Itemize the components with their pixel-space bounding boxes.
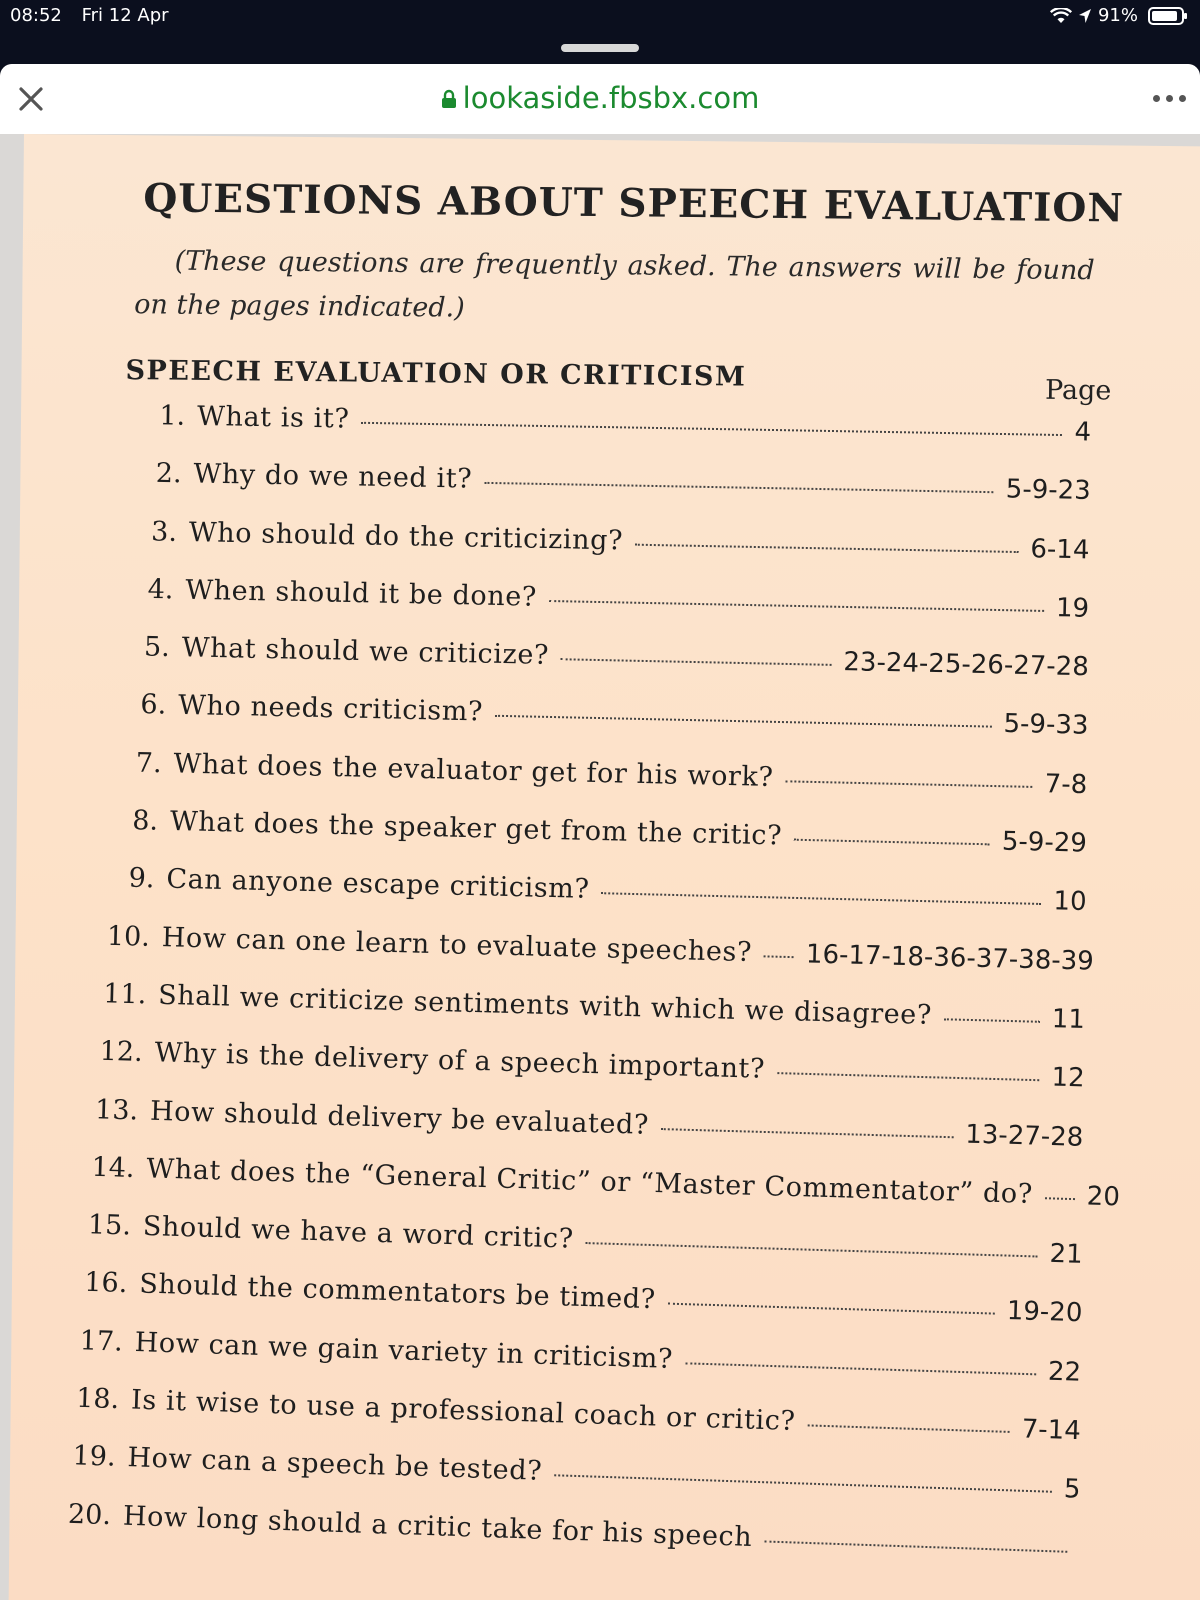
question-page-ref: 21 xyxy=(1048,1238,1083,1270)
status-left xyxy=(10,5,183,26)
question-text: Can anyone escape criticism? xyxy=(165,863,590,906)
question-page-ref: 20 xyxy=(1086,1181,1121,1213)
question-page-ref: 13-27-28 xyxy=(965,1119,1085,1153)
section-heading: SPEECH EVALUATION OR CRITICISM xyxy=(125,355,747,393)
location-arrow-icon xyxy=(1078,8,1092,24)
dot-leader xyxy=(549,600,1044,612)
question-text: What does the evaluator get for his work? xyxy=(173,748,775,793)
url-bar xyxy=(0,64,1200,134)
question-number: 18. xyxy=(75,1382,120,1416)
question-text: How can a speech be tested? xyxy=(126,1442,543,1488)
question-number: 7. xyxy=(135,747,163,779)
question-number: 2. xyxy=(155,458,182,490)
dot-leader xyxy=(494,715,991,728)
more-options-icon[interactable] xyxy=(1153,95,1186,102)
intro-text xyxy=(134,239,1095,337)
question-number: 9. xyxy=(127,863,155,895)
question-list xyxy=(49,400,1121,1579)
dot-leader xyxy=(794,839,990,846)
question-number: 6. xyxy=(139,689,167,722)
question-text: Shall we criticize sentiments with which we disagree? xyxy=(157,979,933,1031)
url-display[interactable] xyxy=(0,81,1200,115)
question-number: 10. xyxy=(106,920,151,953)
status-right xyxy=(1050,5,1184,26)
question-text: How should delivery be evaluated? xyxy=(150,1095,650,1141)
page-title: QUESTIONS ABOUT SPEECH EVALUATION xyxy=(143,175,1125,232)
question-page-ref: 5-9-29 xyxy=(1001,826,1088,859)
question-page-ref: 22 xyxy=(1047,1356,1082,1388)
dot-leader xyxy=(561,658,831,666)
lock-icon xyxy=(441,82,457,102)
dot-leader xyxy=(601,893,1041,906)
status-date: Fri 12 Apr xyxy=(81,5,169,26)
dot-leader xyxy=(484,482,994,493)
question-page-ref: 11 xyxy=(1051,1004,1086,1035)
question-page-ref: 10 xyxy=(1052,886,1087,918)
question-page-ref: 12 xyxy=(1050,1062,1085,1094)
dot-leader xyxy=(764,1540,1067,1552)
question-page-ref: 6-14 xyxy=(1030,533,1091,565)
question-text: What does the “General Critic” or “Master Commentator” do? xyxy=(146,1153,1034,1210)
document-page xyxy=(9,134,1200,1600)
dot-leader xyxy=(685,1362,1036,1375)
browser-sheet xyxy=(0,64,1200,1600)
dot-leader xyxy=(1045,1197,1075,1200)
question-text: Should the commentators be timed? xyxy=(138,1268,656,1316)
question-text: What is it? xyxy=(196,400,350,435)
question-text: Who needs criticism? xyxy=(177,690,483,728)
dot-leader xyxy=(661,1128,953,1138)
question-page-ref: 7-8 xyxy=(1044,768,1088,800)
dot-leader xyxy=(554,1475,1052,1494)
question-page-ref: 19-20 xyxy=(1005,1296,1083,1329)
question-number: 12. xyxy=(99,1036,143,1069)
dot-leader xyxy=(764,955,794,958)
wifi-icon xyxy=(1050,8,1072,24)
status-time: 08:52 xyxy=(10,5,62,26)
dot-leader xyxy=(944,1018,1040,1023)
question-text: How long should a critic take for his speech xyxy=(122,1500,754,1553)
status-bar xyxy=(0,0,1200,34)
question-text: How can one learn to evaluate speeches? xyxy=(161,921,753,968)
question-number: 14. xyxy=(91,1151,136,1184)
question-text: How can we gain variety in criticism? xyxy=(134,1326,674,1375)
question-page-ref: 5-9-23 xyxy=(1005,474,1091,507)
question-number: 8. xyxy=(131,805,159,837)
question-page-ref: 16-17-18-36-37-38-39 xyxy=(805,939,1095,977)
dot-leader xyxy=(786,780,1033,788)
battery-icon xyxy=(1148,7,1184,25)
dot-leader xyxy=(635,543,1018,552)
intro-paragraph: (These questions are frequently asked. The answers will be found on the pages indicated.) xyxy=(134,245,1095,324)
question-page-ref: 23-24-25-26-27-28 xyxy=(842,647,1089,683)
battery-fill xyxy=(1152,11,1177,21)
question-number: 1. xyxy=(159,400,186,432)
question-text: Why is the delivery of a speech important? xyxy=(153,1037,766,1086)
dot-leader xyxy=(777,1072,1040,1081)
question-number: 13. xyxy=(95,1093,139,1127)
question-number: 5. xyxy=(143,631,170,664)
question-number: 19. xyxy=(71,1440,116,1474)
question-page-ref: 5 xyxy=(1062,1474,1081,1506)
question-number: 20. xyxy=(67,1498,112,1531)
dot-leader xyxy=(807,1424,1009,1433)
question-page-ref: 19 xyxy=(1055,593,1090,624)
sheet-grabber[interactable] xyxy=(561,44,639,52)
url-text: lookaside.fbsbx.com xyxy=(462,81,760,115)
question-text: Should we have a word critic? xyxy=(142,1211,574,1255)
question-page-ref: 7-14 xyxy=(1021,1414,1082,1447)
question-number: 11. xyxy=(102,978,147,1011)
question-number: 17. xyxy=(79,1325,124,1358)
page-column-label: Page xyxy=(1044,374,1112,407)
question-number: 4. xyxy=(147,573,174,606)
question-page-ref: 5-9-33 xyxy=(1002,709,1089,742)
question-text: Why do we need it? xyxy=(192,458,473,495)
dot-leader xyxy=(585,1242,1037,1257)
dot-leader xyxy=(361,422,1062,436)
question-number: 15. xyxy=(87,1209,132,1242)
question-number: 3. xyxy=(151,515,178,548)
question-number: 16. xyxy=(83,1267,128,1300)
dot-leader xyxy=(667,1303,994,1315)
question-page-ref: 4 xyxy=(1074,417,1092,448)
question-text: What does the speaker get from the critic? xyxy=(169,806,783,852)
question-text: Is it wise to use a professional coach or critic? xyxy=(130,1384,796,1438)
question-text: What should we criticize? xyxy=(181,632,550,672)
question-text: When should it be done? xyxy=(185,574,538,613)
question-text: Who should do the criticizing? xyxy=(189,516,624,557)
battery-percent: 91% xyxy=(1097,5,1138,26)
